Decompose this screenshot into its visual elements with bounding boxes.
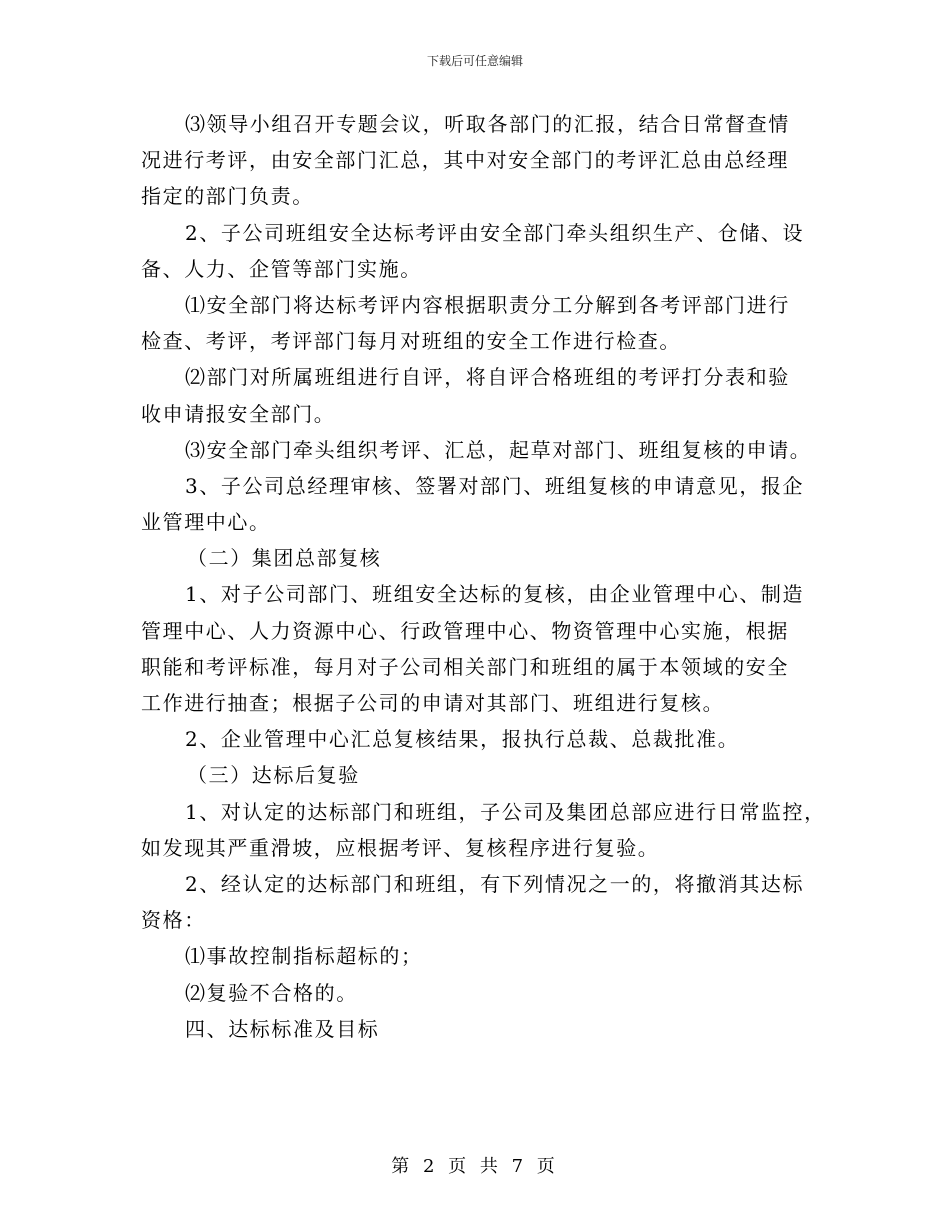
text-line: 管理中心、人力资源中心、行政管理中心、物资管理中心实施，根据: [141, 618, 789, 643]
text-line: 1、对认定的达标部门和班组，子公司及集团总部应进行日常监控，: [185, 799, 826, 824]
text-line: 业管理中心。: [141, 510, 271, 535]
text-line: （三）达标后复验: [187, 763, 360, 788]
text-line: 资格：: [141, 908, 206, 933]
text-line: ⑵部门对所属班组进行自评，将自评合格班组的考评打分表和验: [185, 365, 790, 390]
text-line: ⑵复验不合格的。: [185, 980, 358, 1005]
text-line: 1、对子公司部门、班组安全达标的复核，由企业管理中心、制造: [185, 582, 805, 607]
text-line: 指定的部门负责。: [141, 184, 314, 209]
text-line: （二）集团总部复核: [187, 546, 382, 571]
text-line: 2、子公司班组安全达标考评由安全部门牵头组织生产、仓储、设: [185, 220, 805, 245]
text-line: 工作进行抽查；根据子公司的申请对其部门、班组进行复核。: [141, 691, 725, 715]
text-line: 3、子公司总经理审核、签署对部门、班组复核的申请意见，报企: [185, 473, 805, 498]
text-line: ⑴安全部门将达标考评内容根据职责分工分解到各考评部门进行: [185, 292, 790, 317]
text-line: 2、企业管理中心汇总复核结果，报执行总裁、总裁批准。: [185, 727, 740, 752]
page-number: 第 2 页 共 7 页: [391, 1156, 559, 1177]
text-line: 四、达标标准及目标: [185, 1016, 380, 1041]
text-line: ⑴事故控制指标超标的；: [185, 944, 423, 969]
text-line: 如发现其严重滑坡，应根据考评、复核程序进行复验。: [141, 835, 660, 860]
text-line: ⑶安全部门牵头组织考评、汇总，起草对部门、班组复核的申请。: [185, 437, 812, 462]
document-body: [141, 106, 826, 1047]
text-line: 况进行考评，由安全部门汇总，其中对安全部门的考评汇总由总经理: [141, 148, 789, 173]
text-line: 2、经认定的达标部门和班组，有下列情况之一的，将撤消其达标: [185, 871, 805, 896]
text-line: 职能和考评标准，每月对子公司相关部门和班组的属于本领域的安全: [141, 654, 789, 679]
text-line: 检查、考评，考评部门每月对班组的安全工作进行检查。: [141, 329, 681, 354]
text-line: 收申请报安全部门。: [141, 401, 336, 426]
text-line: 备、人力、企管等部门实施。: [141, 256, 422, 281]
text-line: ⑶领导小组召开专题会议，听取各部门的汇报，结合日常督查情: [185, 112, 790, 136]
page-header: 下载后可任意编辑: [426, 54, 523, 68]
